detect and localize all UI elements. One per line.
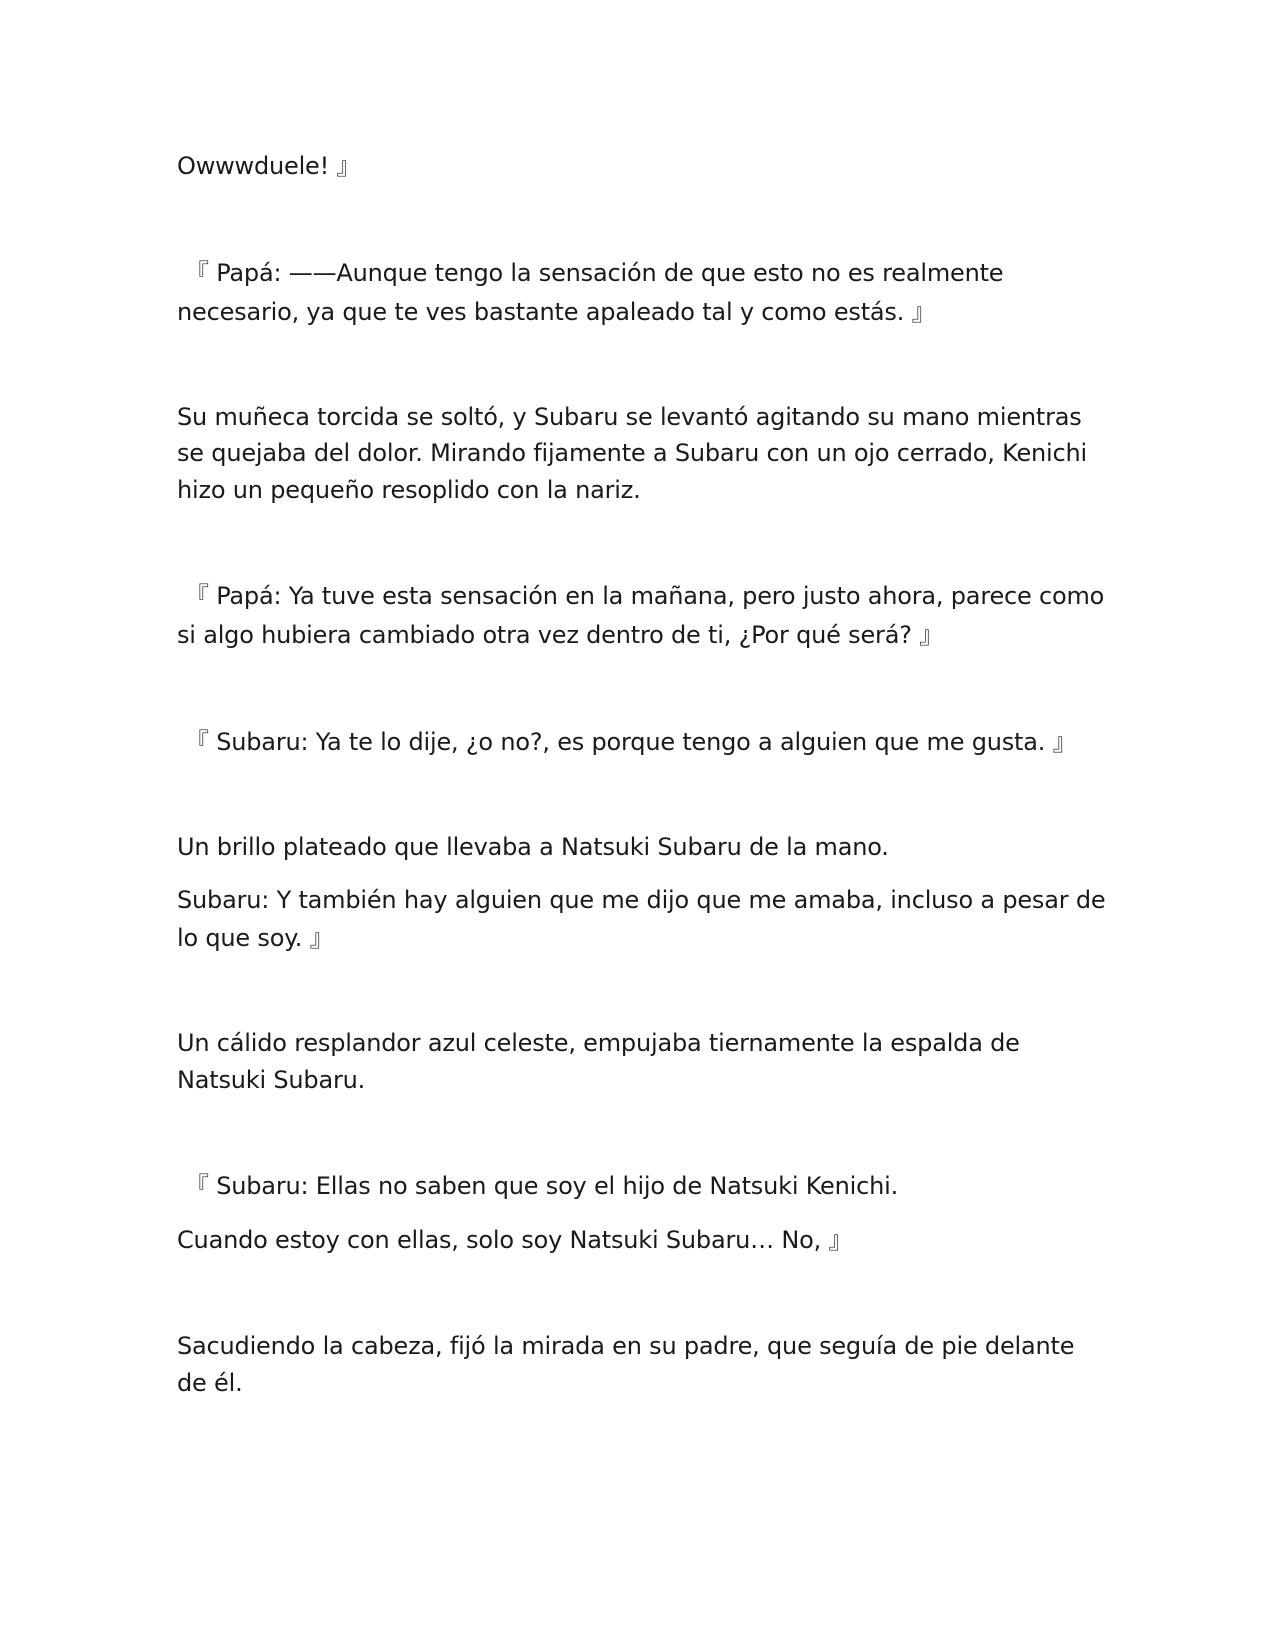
text-line: si algo hubiera cambiado otra vez dentro de ti, ¿Por qué será? 』	[177, 621, 943, 649]
text-line: Un brillo plateado que llevaba a Natsuki Subaru de la mano.	[177, 833, 889, 861]
text-line: 『 Subaru: Ellas no saben que soy el hijo de Natsuki Kenichi.	[185, 1172, 899, 1200]
text-line: Un cálido resplandor azul celeste, empujaba tiernamente la espalda de	[177, 1029, 1020, 1057]
text-line: Su muñeca torcida se soltó, y Subaru se levantó agitando su mano mientras	[177, 403, 1082, 431]
text-line: hizo un pequeño resoplido con la nariz.	[177, 476, 641, 504]
text-line: Owwwduele! 』	[177, 152, 361, 180]
text-line: 『 Papá: ——Aunque tengo la sensación de que esto no es realmente	[185, 259, 1004, 287]
text-line: Sacudiendo la cabeza, fijó la mirada en su padre, que seguía de pie delante	[177, 1332, 1075, 1360]
text-line: Subaru: Y también hay alguien que me dijo que me amaba, incluso a pesar de	[177, 886, 1106, 914]
text-line: 『 Subaru: Ya te lo dije, ¿o no?, es porque tengo a alguien que me gusta. 』	[185, 728, 1077, 756]
text-line: Cuando estoy con ellas, solo soy Natsuki Subaru… No, 』	[177, 1226, 853, 1254]
text-line: lo que soy. 』	[177, 924, 334, 952]
text-line: se quejaba del dolor. Mirando fijamente a Subaru con un ojo cerrado, Kenichi	[177, 439, 1087, 467]
text-line: necesario, ya que te ves bastante apaleado tal y como estás. 』	[177, 298, 936, 326]
text-line: 『 Papá: Ya tuve esta sensación en la mañana, pero justo ahora, parece como	[185, 582, 1105, 610]
text-line: Natsuki Subaru.	[177, 1066, 366, 1094]
text-line: de él.	[177, 1369, 243, 1397]
